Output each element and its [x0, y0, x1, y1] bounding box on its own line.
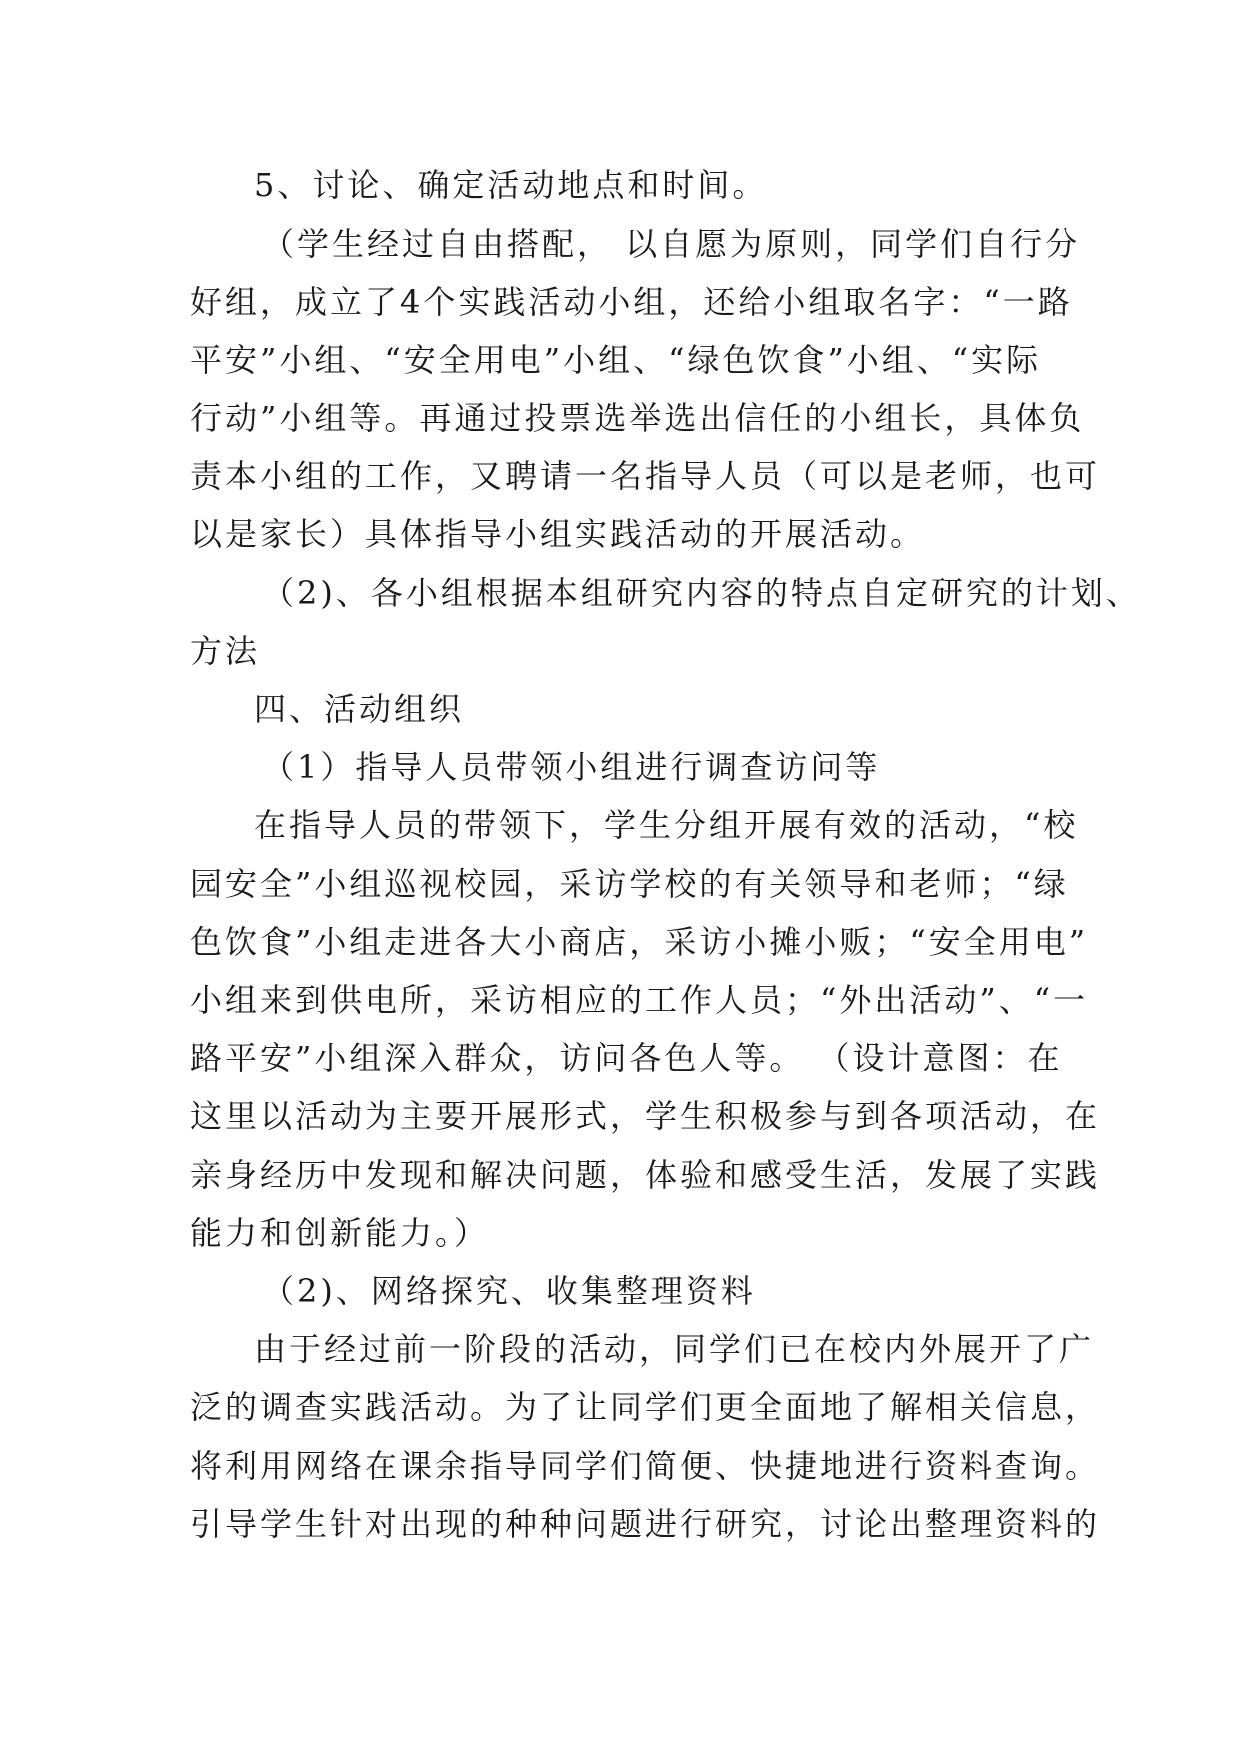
text-line-16: 路平安”小组深入群众，访问各色人等。 （设计意图：在 [190, 1039, 1063, 1077]
text-line-24: 引导学生针对出现的种种问题进行研究，讨论出整理资料的 [190, 1505, 1101, 1543]
text-line-6: 责本小组的工作，又聘请一名指导人员（可以是老师，也可 [190, 457, 1101, 495]
text-line-4: 平安”小组、“安全用电”小组、“绿色饮食”小组、“实际 [190, 341, 1042, 379]
text-line-19: 能力和创新能力。） [190, 1214, 490, 1252]
text-line-20: （2)、网络探究、收集整理资料 [262, 1272, 756, 1310]
text-line-5: 行动”小组等。再通过投票选举选出信任的小组长，具体负 [190, 399, 1085, 437]
text-line-23: 将利用网络在课余指导同学们简便、快捷地进行资料查询。 [190, 1447, 1101, 1485]
text-line-18: 亲身经历中发现和解决问题，体验和感受生活，发展了实践 [190, 1156, 1101, 1194]
text-line-11: （1）指导人员带领小组进行调查访问等 [262, 748, 881, 786]
text-line-1: 5、讨论、确定活动地点和时间。 [254, 166, 768, 204]
text-line-3: 好组，成立了4个实践活动小组，还给小组取名字：“一路 [190, 283, 1073, 321]
text-line-21: 由于经过前一阶段的活动，同学们已在校内外展开了广 [254, 1330, 1095, 1368]
text-line-10: 四、活动组织 [254, 690, 465, 728]
text-line-2: （学生经过自由搭配， 以自愿为原则，同学们自行分 [262, 225, 1081, 263]
text-line-15: 小组来到供电所，采访相应的工作人员；“外出活动”、“一 [190, 981, 1089, 1019]
text-line-7: 以是家长）具体指导小组实践活动的开展活动。 [190, 515, 926, 553]
text-line-13: 园安全”小组巡视校园，采访学校的有关领导和老师；“绿 [190, 865, 1069, 903]
text-line-8: （2)、各小组根据本组研究内容的特点自定研究的计划、 [262, 574, 1141, 612]
text-line-14: 色饮食”小组走进各大小商店，采访小摊小贩；“安全用电” [190, 923, 1089, 961]
text-line-12: 在指导人员的带领下，学生分组开展有效的活动，“校 [254, 806, 1079, 844]
text-line-22: 泛的调查实践活动。为了让同学们更全面地了解相关信息， [190, 1388, 1101, 1426]
text-line-17: 这里以活动为主要开展形式，学生积极参与到各项活动，在 [190, 1097, 1101, 1135]
text-line-9: 方法 [190, 632, 261, 670]
